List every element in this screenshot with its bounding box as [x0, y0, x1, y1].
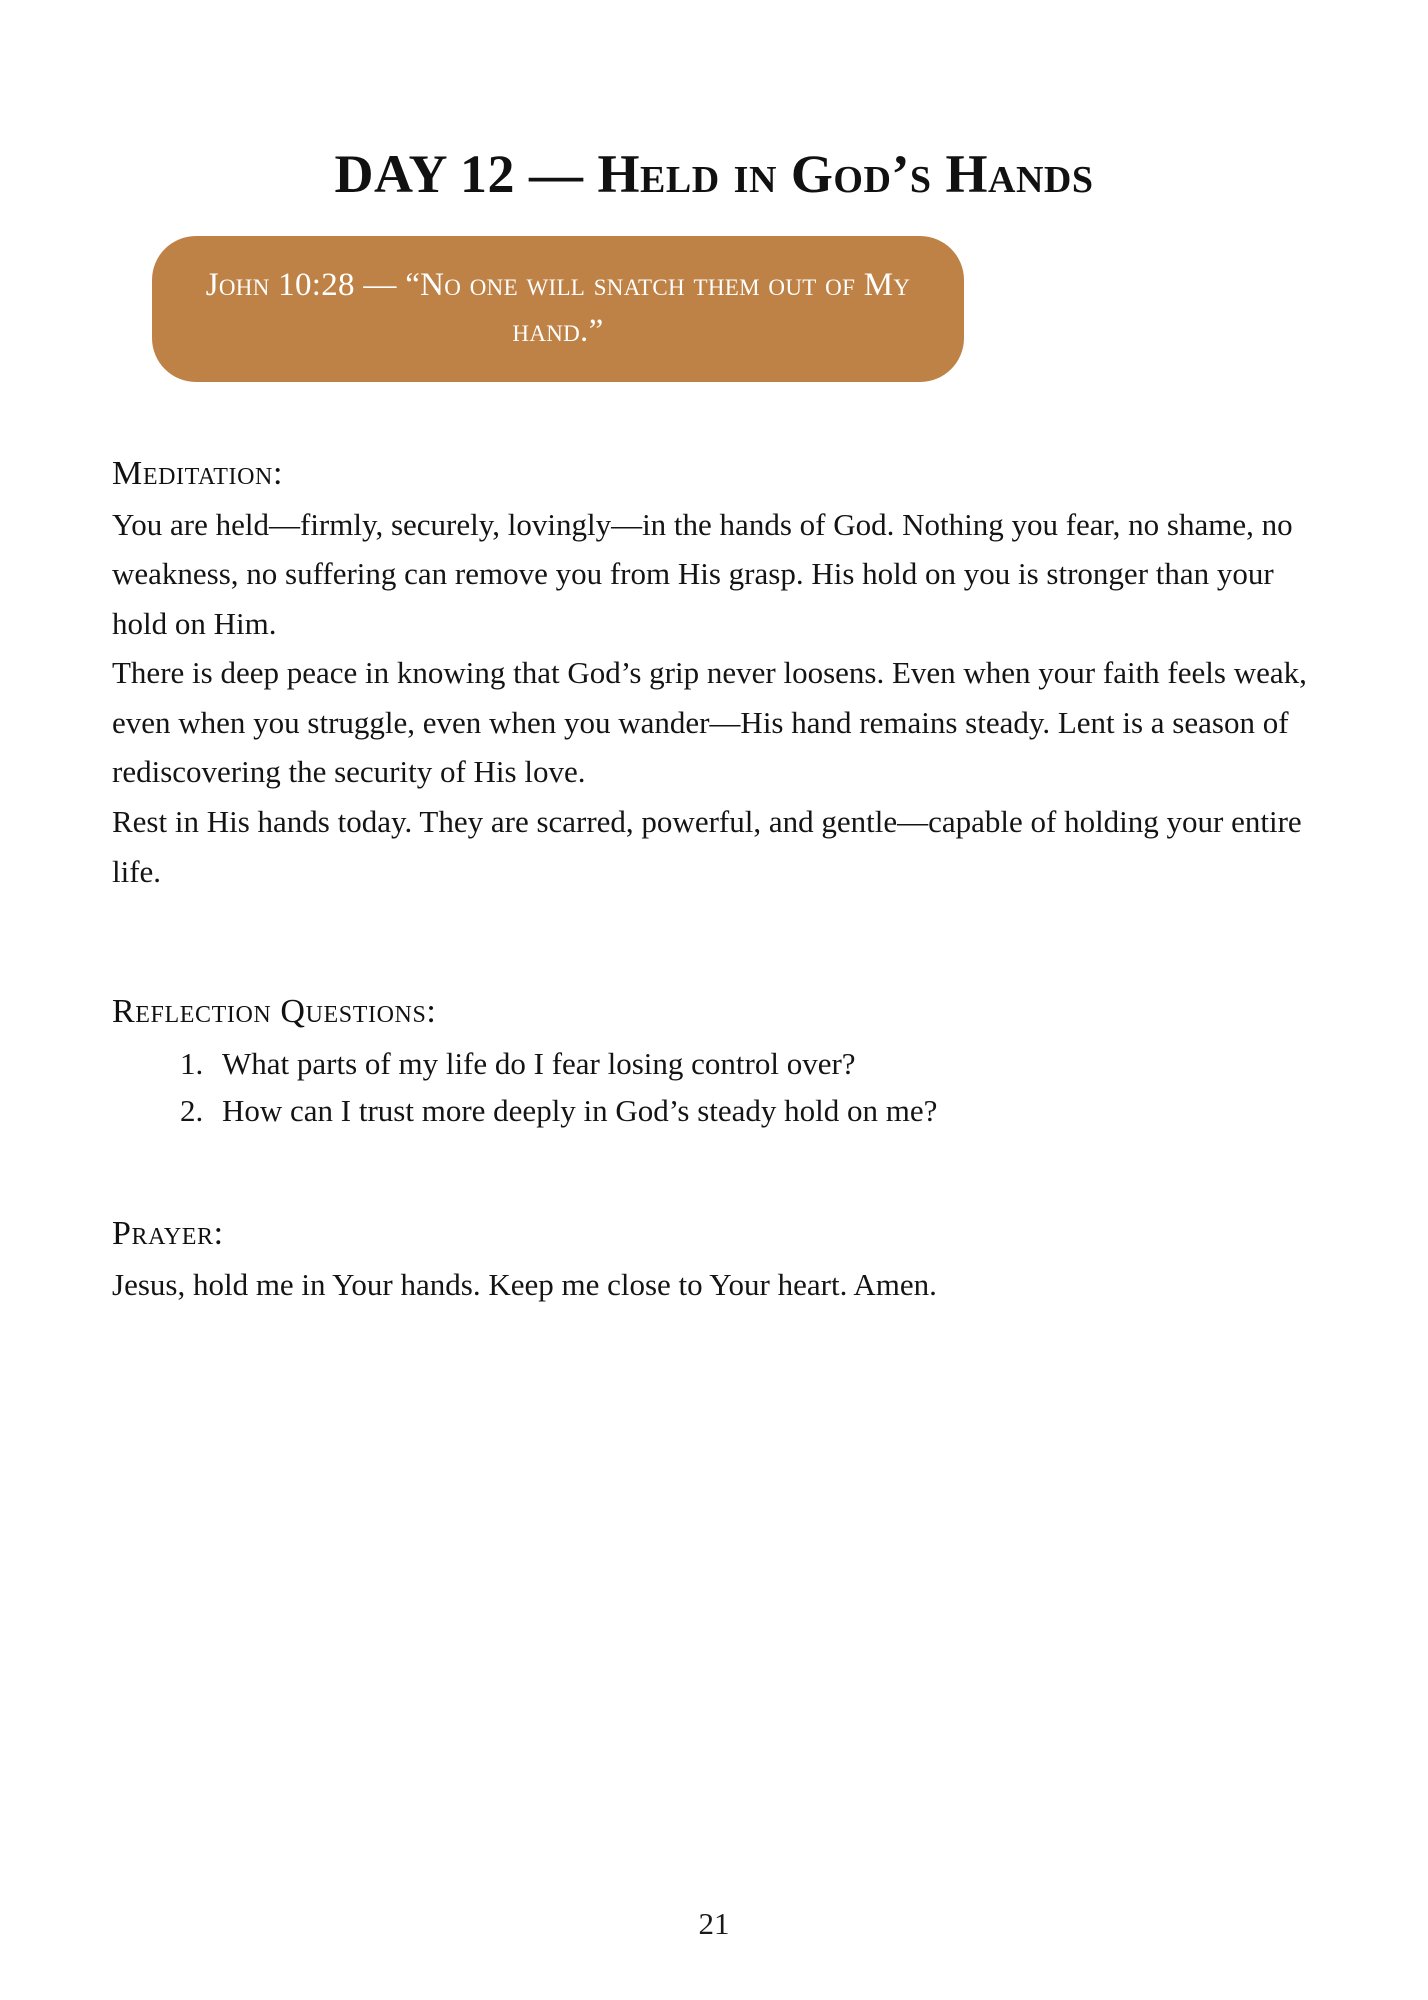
- section-spacer-2: [112, 1134, 1312, 1212]
- prayer-text: Jesus, hold me in Your hands. Keep me close to Your heart. Amen.: [112, 1266, 937, 1302]
- meditation-paragraph-1: You are held—firmly, securely, lovingly—in the hands of God. Nothing you fear, no shame, no weakness, no suffering can remove you from His grasp. His hold on you is stronger than your hold on Him.: [112, 506, 1293, 641]
- prayer-heading: Prayer:: [112, 1215, 224, 1252]
- page-number: 21: [698, 1906, 730, 1941]
- meditation-paragraph-3: Rest in His hands today. They are scarred, powerful, and gentle—capable of holding your entire life.: [112, 804, 1302, 889]
- scripture-callout-box: [152, 236, 964, 382]
- scripture-verse-text: [196, 262, 920, 354]
- prayer-section: [112, 1212, 1312, 1309]
- reflection-question-item: What parts of my life do I fear losing control over?: [222, 1045, 856, 1081]
- reflection-questions-section: [112, 990, 1312, 1134]
- reflection-question-item: How can I trust more deeply in God’s steady hold on me?: [222, 1092, 938, 1128]
- page-title: DAY 12 — Held in God’s Hands: [334, 144, 1094, 205]
- meditation-heading: Meditation:: [112, 455, 283, 492]
- meditation-section: [112, 452, 1312, 896]
- scripture-line-1: John 10:28 — “No one will snatch them out: [205, 267, 817, 303]
- page-content: [112, 452, 1312, 1309]
- reflection-questions-list: [112, 1040, 1312, 1134]
- scripture-line-2: of My hand.”: [512, 267, 911, 350]
- section-spacer-1: [112, 896, 1312, 990]
- meditation-paragraph-2: There is deep peace in knowing that God’s grip never loosens. Even when your faith feels weak, even when you struggle, even when you wander—His hand remains steady. Lent is a season of rediscovering the security of His love.: [112, 655, 1307, 790]
- reflection-questions-heading: Reflection Questions:: [112, 993, 437, 1031]
